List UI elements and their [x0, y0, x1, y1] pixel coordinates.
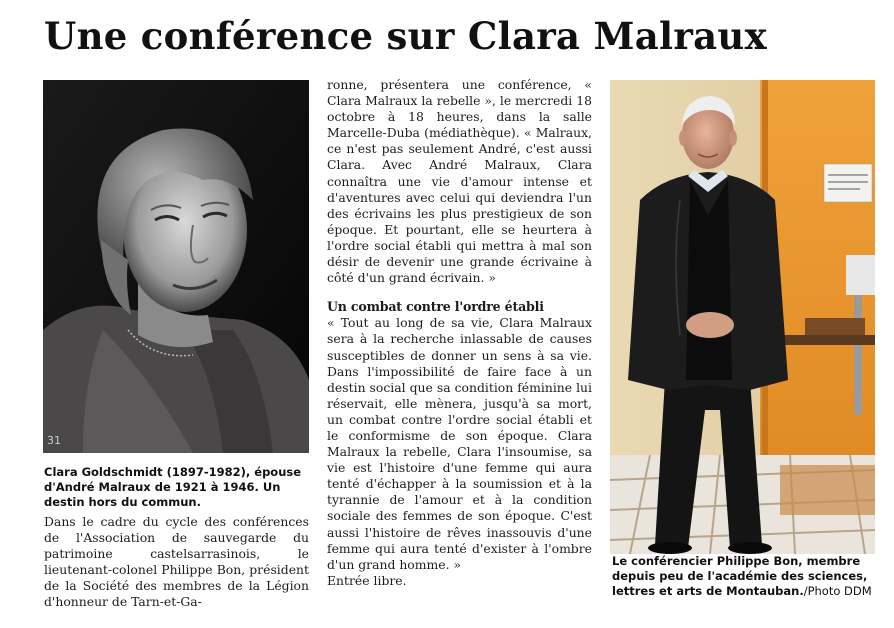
paragraph-conference: ronne, présentera une conférence, « Clara Malraux la rebelle », le mercredi 18 octobre à 18 heures, dans la salle Marcelle-Duba (médiathèque). « Malraux, ce n'est pas seulement André, c'est aussi Clara. Avec André Malraux, Clara connaîtra une vie d'amour intense et d'aventures avec celui qui deviendra l'un des écrivains les plus prestigieux de son époque. Et pourtant, elle se heurtera à l'ordre social établi qui mettra à mal son désir de devenir une grande écrivaine à côté d'un grand écrivain. »: [327, 77, 592, 286]
right-caption-text: Le conférencier Philippe Bon, membre depuis peu de l'académie des sciences, lettres et arts de Montauban.: [612, 554, 868, 598]
speaker-illustration: [610, 80, 875, 554]
headline: Une conférence sur Clara Malraux: [44, 14, 767, 58]
corner-mark: 31: [47, 434, 61, 447]
right-photo-caption: [612, 554, 880, 599]
left-caption-text: Clara Goldschmidt (1897-1982), épouse d'André Malraux de 1921 à 1946. Un destin hors du commun.: [44, 465, 302, 509]
paragraph-entry: Entrée libre.: [327, 572, 407, 588]
left-photo-caption: [44, 465, 309, 510]
paragraph-quote: « Tout au long de sa vie, Clara Malraux sera à la recherche inlassable de causes susceptibles de donner un sens à sa vie. Dans l'impossibilité de faire face à un destin social que sa condition féminine lui réservait, elle mènera, jusqu'à sa mort, un combat contre l'ordre social établi et le conformisme de son époque. Clara Malraux la rebelle, Clara l'insoumise, sa vie est l'histoire d'une femme qui aura tenté d'échapper à la soumission et à la tyrannie de l'amour et à la condition sociale des femmes de son époque. C'est aussi l'histoire de rêves inassouvis d'une femme qui aura tenté d'exister à l'ombre d'un grand homme. »: [327, 315, 592, 572]
paragraph-intro: Dans le cadre du cycle des conférences de l'Association de sauvegarde du patrimoine castelsarrasinois, le lieutenant-colonel Philippe Bon, président de la Société des membres de la Légion d'honneur de Tarn-et-Ga-: [44, 514, 309, 610]
body-column-middle: [327, 77, 592, 589]
speaker-photo-philippe-bon: [610, 80, 875, 554]
body-column-left: [44, 514, 309, 611]
portrait-illustration: [43, 80, 309, 453]
photo-credit: /Photo DDM: [803, 584, 872, 598]
portrait-photo-clara: [43, 80, 309, 453]
subheading-combat: Un combat contre l'ordre établi: [327, 299, 544, 315]
